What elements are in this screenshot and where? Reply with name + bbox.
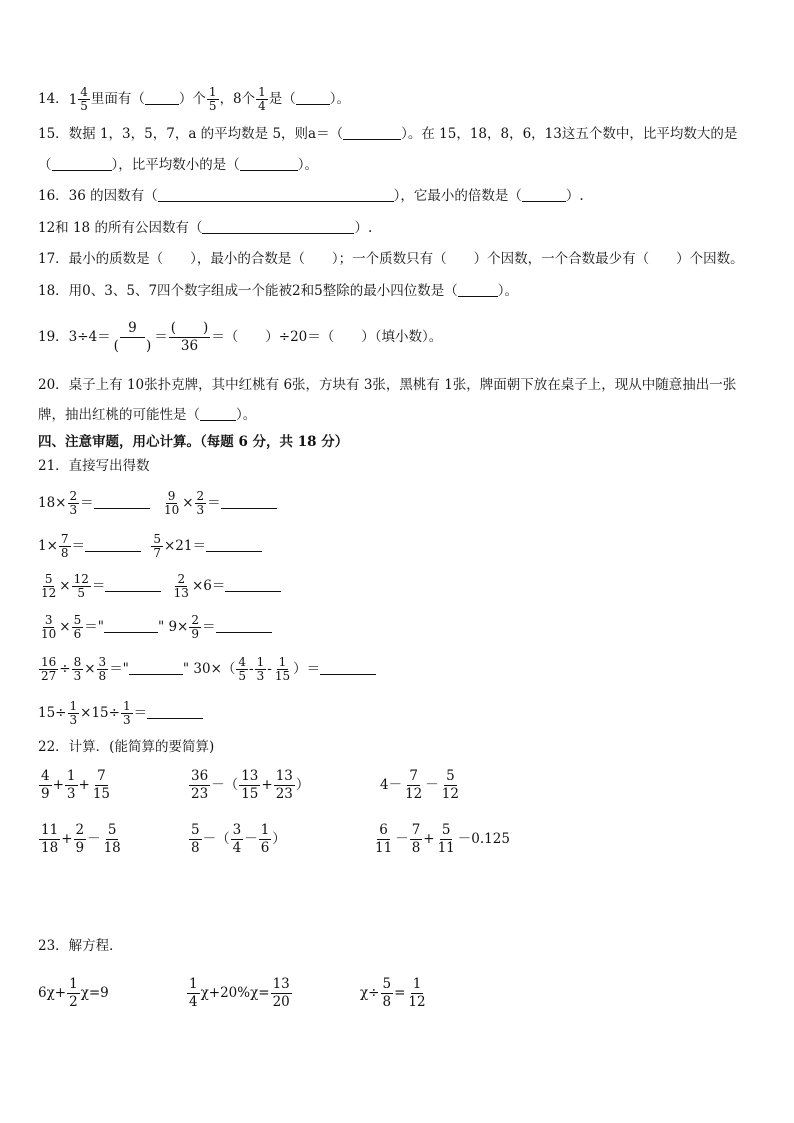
fraction bbox=[97, 656, 109, 683]
denominator: 12 bbox=[405, 786, 423, 802]
text: ＝ bbox=[71, 538, 86, 554]
numerator: 16 bbox=[41, 655, 57, 669]
fraction bbox=[436, 822, 457, 857]
text: ＝ bbox=[133, 705, 148, 721]
denominator: 6 bbox=[73, 627, 82, 641]
denominator: 3 bbox=[73, 669, 82, 683]
q22-expr-6 bbox=[372, 822, 510, 857]
denominator: 3 bbox=[196, 503, 205, 517]
numerator: 13 bbox=[275, 768, 293, 784]
fraction bbox=[68, 700, 80, 727]
answer-blank[interactable] bbox=[216, 632, 272, 633]
numerator: 7 bbox=[60, 532, 69, 546]
text: × bbox=[182, 495, 194, 511]
answer-blank[interactable] bbox=[147, 718, 203, 719]
numerator: 2 bbox=[196, 489, 205, 503]
text: 里面有（ bbox=[90, 91, 145, 107]
denominator: 20 bbox=[272, 994, 290, 1010]
fraction bbox=[236, 656, 248, 683]
fraction bbox=[231, 822, 244, 857]
operator: － bbox=[395, 831, 409, 847]
denominator: 4 bbox=[232, 840, 242, 856]
numerator: 13 bbox=[272, 976, 290, 992]
fraction bbox=[39, 656, 58, 683]
numerator: 4 bbox=[41, 768, 50, 784]
denominator: 15 bbox=[92, 786, 110, 802]
answer-blank[interactable] bbox=[206, 551, 262, 552]
numerator: 5 bbox=[44, 572, 53, 586]
fraction bbox=[68, 490, 80, 517]
text: χ=9 bbox=[80, 985, 109, 1001]
text: ）＝ bbox=[293, 661, 321, 677]
q23-equation-3 bbox=[360, 976, 429, 1011]
numerator: 4 bbox=[80, 85, 88, 99]
denominator: 3 bbox=[256, 669, 265, 683]
text: 12和 18 的所有公因数有（ bbox=[38, 220, 203, 236]
q21-row6 bbox=[38, 700, 203, 727]
denominator: 5 bbox=[208, 99, 217, 113]
numerator: 7 bbox=[411, 822, 421, 838]
numerator: 2 bbox=[177, 572, 186, 586]
fraction bbox=[72, 573, 91, 600]
answer-blank[interactable] bbox=[458, 296, 498, 297]
denominator: 5 bbox=[80, 99, 88, 113]
fraction bbox=[169, 320, 211, 355]
fraction bbox=[65, 768, 78, 803]
denominator: 36 bbox=[180, 338, 199, 354]
text: ×21＝ bbox=[163, 538, 206, 554]
text: - bbox=[267, 661, 272, 677]
denominator: 8 bbox=[411, 840, 421, 856]
denominator: 9 bbox=[41, 786, 50, 802]
denominator: 27 bbox=[41, 669, 57, 683]
denominator: 2 bbox=[69, 994, 78, 1010]
denominator: 8 bbox=[191, 840, 200, 856]
fraction bbox=[239, 768, 260, 803]
fraction bbox=[189, 822, 202, 857]
text: × bbox=[84, 661, 96, 677]
text: ＝ bbox=[207, 495, 221, 511]
denominator: 23 bbox=[191, 786, 209, 802]
denominator: 3 bbox=[69, 713, 78, 727]
numerator: 1 bbox=[256, 655, 265, 669]
numerator: 2 bbox=[75, 822, 85, 838]
fraction bbox=[39, 614, 58, 641]
q21-row4 bbox=[38, 614, 272, 641]
numerator: 7 bbox=[409, 768, 418, 784]
operator: + bbox=[52, 777, 64, 793]
text: ×15÷ bbox=[80, 705, 120, 721]
denominator: 3 bbox=[69, 503, 78, 517]
text: ），比平均数小的是（ bbox=[111, 157, 240, 173]
text: 是（ bbox=[268, 91, 296, 107]
text: 16．36 的因数有（ bbox=[38, 188, 158, 204]
numerator: 1 bbox=[278, 655, 287, 669]
mixed-number bbox=[69, 86, 91, 113]
question-20-line1 bbox=[38, 375, 736, 395]
denominator: 15 bbox=[241, 786, 259, 802]
denominator: 12 bbox=[41, 586, 57, 600]
numerator: 1 bbox=[208, 85, 217, 99]
numerator: 9 bbox=[120, 320, 145, 338]
q14-number: 14． bbox=[38, 91, 69, 107]
operator: + bbox=[423, 831, 435, 847]
numerator: 5 bbox=[382, 976, 392, 992]
answer-blank[interactable] bbox=[104, 632, 158, 633]
operator: － bbox=[425, 777, 439, 793]
numerator: 3 bbox=[232, 822, 242, 838]
fraction bbox=[67, 976, 80, 1011]
text: ）。 bbox=[297, 157, 318, 173]
fraction bbox=[381, 976, 394, 1011]
question-17 bbox=[38, 249, 744, 269]
text: ）. bbox=[354, 220, 373, 236]
text: ）. bbox=[565, 188, 584, 204]
text: 15÷ bbox=[38, 705, 67, 721]
fraction bbox=[189, 768, 210, 803]
denominator: 12 bbox=[408, 994, 426, 1010]
numerator: 5 bbox=[191, 822, 200, 838]
denominator: 4 bbox=[258, 99, 266, 113]
fraction bbox=[121, 700, 133, 727]
fraction bbox=[39, 822, 60, 857]
text: 6χ+ bbox=[38, 985, 67, 1001]
answer-blank[interactable] bbox=[158, 201, 394, 202]
denominator: 11 bbox=[375, 840, 393, 856]
text: 1× bbox=[38, 538, 58, 554]
question-15-line1 bbox=[38, 124, 737, 144]
fraction bbox=[59, 533, 71, 560]
operator: + bbox=[78, 777, 90, 793]
fraction bbox=[74, 822, 87, 857]
numerator: 5 bbox=[73, 613, 82, 627]
answer-blank[interactable] bbox=[240, 170, 298, 171]
operator: + bbox=[261, 777, 273, 793]
question-22-title bbox=[38, 737, 214, 757]
numerator: 3 bbox=[44, 613, 53, 627]
q22-expr-3 bbox=[380, 768, 462, 803]
operator: ） bbox=[272, 831, 286, 847]
text: 21．直接写出得数 bbox=[38, 458, 150, 474]
question-20-line2 bbox=[38, 405, 256, 425]
fraction bbox=[255, 656, 267, 683]
text: 18× bbox=[38, 495, 67, 511]
numerator: 1 bbox=[258, 85, 266, 99]
fraction bbox=[256, 86, 268, 113]
denominator-blank[interactable]: ( ) bbox=[113, 338, 152, 354]
text: 17．最小的质数是（ ），最小的合数是（ ）；一个质数只有（ ）个因数，一个合数最少有（ ）个因数。 bbox=[38, 251, 744, 267]
text: 18．用0、3、5、7四个数字组成一个能被2和5整除的最小四位数是（ bbox=[38, 283, 458, 299]
numerator: 5 bbox=[446, 768, 455, 784]
numerator: 5 bbox=[153, 532, 161, 546]
answer-blank[interactable] bbox=[296, 104, 330, 105]
numerator: 11 bbox=[41, 822, 59, 838]
fraction bbox=[189, 614, 201, 641]
text: ）。在 15，18，8，6，13这五个数中，比平均数大的是 bbox=[401, 126, 738, 142]
denominator: 6 bbox=[260, 840, 270, 856]
fraction bbox=[78, 86, 90, 113]
numerator: 13 bbox=[241, 768, 259, 784]
fraction bbox=[39, 768, 52, 803]
text: χ÷ bbox=[360, 985, 380, 1001]
denominator: 3 bbox=[122, 713, 131, 727]
denominator: 18 bbox=[41, 840, 59, 856]
denominator: 5 bbox=[238, 669, 247, 683]
numerator: 1 bbox=[66, 768, 76, 784]
numerator: 1 bbox=[69, 976, 78, 992]
operator: － bbox=[244, 831, 258, 847]
question-15-line2 bbox=[38, 155, 318, 175]
answer-blank[interactable] bbox=[202, 233, 354, 234]
denominator: 8 bbox=[98, 669, 107, 683]
operator: + bbox=[61, 831, 73, 847]
text: ）。 bbox=[329, 91, 351, 107]
numerator: 5 bbox=[107, 822, 117, 838]
text: 22．计算．(能简算的要简算) bbox=[38, 739, 215, 755]
numerator: 1 bbox=[122, 699, 131, 713]
numerator: 36 bbox=[191, 768, 209, 784]
answer-blank[interactable] bbox=[221, 508, 277, 509]
answer-blank[interactable] bbox=[94, 508, 150, 509]
denominator: 9 bbox=[191, 627, 199, 641]
text: ）。 bbox=[236, 407, 257, 423]
answer-blank[interactable] bbox=[522, 201, 566, 202]
denominator: 8 bbox=[60, 546, 69, 560]
numerator: 2 bbox=[69, 489, 78, 503]
operator: － bbox=[87, 831, 101, 847]
text: ＝（ ）÷20＝（ ）（填小数）。 bbox=[211, 329, 443, 345]
q21-row1 bbox=[38, 490, 277, 517]
text: ＝" bbox=[109, 661, 129, 677]
numerator: 1 bbox=[189, 976, 198, 992]
q21-row2 bbox=[38, 533, 262, 560]
denominator: 12 bbox=[441, 786, 459, 802]
numerator: 5 bbox=[441, 822, 451, 838]
answer-blank[interactable] bbox=[145, 104, 179, 105]
denominator: 18 bbox=[103, 840, 121, 856]
q22-expr-2 bbox=[188, 768, 309, 803]
question-16-line2 bbox=[38, 218, 372, 238]
fraction bbox=[259, 822, 272, 857]
numerator: 8 bbox=[73, 655, 82, 669]
text: 19．3÷4＝ bbox=[38, 329, 111, 345]
text: 15．数据 1，3，5，7，a 的平均数是 5，则a＝（ bbox=[38, 126, 344, 142]
text: 四、注意审题，用心计算。（每题 6 分，共 18 分） bbox=[38, 434, 349, 450]
answer-blank[interactable] bbox=[85, 551, 141, 552]
answer-blank[interactable] bbox=[200, 420, 236, 421]
numerator-blank[interactable]: ( ) bbox=[170, 320, 209, 336]
fraction bbox=[72, 614, 84, 641]
numerator: 3 bbox=[98, 655, 107, 669]
text: ＝" bbox=[84, 619, 104, 635]
answer-blank[interactable] bbox=[52, 170, 112, 171]
question-14 bbox=[38, 86, 350, 113]
numerator: 9 bbox=[167, 489, 176, 503]
text: × bbox=[59, 578, 71, 594]
q23-equation-2 bbox=[186, 976, 293, 1011]
fraction bbox=[187, 976, 200, 1011]
fraction bbox=[274, 768, 295, 803]
answer-blank[interactable] bbox=[225, 591, 281, 592]
denominator: 11 bbox=[437, 840, 455, 856]
text: ＝ bbox=[80, 495, 94, 511]
question-18 bbox=[38, 281, 518, 301]
q21-row5 bbox=[38, 656, 376, 683]
answer-blank[interactable] bbox=[129, 674, 183, 675]
text: ），它最小的倍数是（ bbox=[393, 188, 522, 204]
text: " 30×（ bbox=[182, 661, 236, 677]
numerator: 1 bbox=[260, 822, 270, 838]
answer-blank[interactable] bbox=[105, 591, 161, 592]
denominator: 13 bbox=[173, 586, 189, 600]
text: 4－ bbox=[380, 777, 403, 793]
text: - bbox=[249, 661, 254, 677]
text: ）个 bbox=[178, 91, 206, 107]
operator: －0.125 bbox=[457, 831, 510, 847]
text: = bbox=[394, 985, 406, 1001]
numerator: 12 bbox=[73, 572, 89, 586]
text: χ+20%χ= bbox=[200, 985, 270, 1001]
text: ＝ bbox=[154, 329, 168, 345]
fraction bbox=[112, 320, 154, 355]
fraction bbox=[273, 656, 292, 683]
operator: －（ bbox=[211, 777, 239, 793]
numerator: 1 bbox=[412, 976, 422, 992]
fraction bbox=[207, 86, 219, 113]
fraction bbox=[162, 490, 181, 517]
denominator: 5 bbox=[77, 586, 86, 600]
fraction bbox=[373, 822, 394, 857]
operator: －（ bbox=[202, 831, 230, 847]
fraction bbox=[195, 490, 207, 517]
operator: ） bbox=[295, 777, 310, 793]
fraction bbox=[271, 976, 292, 1011]
q22-expr-4 bbox=[38, 822, 124, 857]
text: ×6＝ bbox=[191, 578, 226, 594]
denominator: 7 bbox=[153, 546, 161, 560]
numerator: 7 bbox=[97, 768, 106, 784]
text: ＝ bbox=[202, 619, 216, 635]
fraction bbox=[410, 822, 423, 857]
denominator: 9 bbox=[75, 840, 85, 856]
answer-blank[interactable] bbox=[343, 139, 401, 140]
text: （ bbox=[38, 157, 52, 173]
denominator: 10 bbox=[163, 503, 180, 517]
text: 20．桌子上有 10张扑克牌，其中红桃有 6张，方块有 3张，黑桃有 1张，牌面朝下放在桌子上，现从中随意抽出一张 bbox=[38, 377, 737, 393]
fraction bbox=[172, 573, 191, 600]
denominator: 15 bbox=[274, 669, 291, 683]
fraction bbox=[39, 573, 58, 600]
answer-blank[interactable] bbox=[320, 674, 376, 675]
fraction bbox=[72, 656, 84, 683]
denominator: 10 bbox=[41, 627, 57, 641]
fraction bbox=[406, 976, 427, 1011]
q22-expr-1 bbox=[38, 768, 113, 803]
q23-equation-1 bbox=[38, 976, 109, 1011]
fraction bbox=[102, 822, 123, 857]
text: ＝ bbox=[91, 578, 106, 594]
fraction bbox=[403, 768, 424, 803]
text: ，8个 bbox=[219, 91, 256, 107]
denominator: 4 bbox=[189, 994, 198, 1010]
numerator: 1 bbox=[69, 699, 78, 713]
q22-expr-5 bbox=[188, 822, 286, 857]
q21-row3 bbox=[38, 573, 281, 600]
text: × bbox=[59, 619, 71, 635]
denominator: 8 bbox=[382, 994, 392, 1010]
numerator: 4 bbox=[238, 655, 247, 669]
numerator: 2 bbox=[191, 613, 199, 627]
section-heading bbox=[38, 432, 348, 452]
whole-part: 1 bbox=[68, 91, 78, 108]
text: " 9× bbox=[157, 619, 189, 635]
question-21-title bbox=[38, 456, 150, 476]
fraction bbox=[151, 533, 163, 560]
question-19 bbox=[38, 320, 442, 355]
fraction bbox=[440, 768, 461, 803]
text: ÷ bbox=[59, 661, 71, 677]
text: 23．解方程． bbox=[38, 938, 123, 954]
numerator: 6 bbox=[379, 822, 388, 838]
denominator: 23 bbox=[275, 786, 293, 802]
question-16-line1 bbox=[38, 186, 584, 206]
question-23-title bbox=[38, 936, 123, 956]
denominator: 3 bbox=[66, 786, 76, 802]
text: 牌，抽出红桃的可能性是（ bbox=[38, 407, 200, 423]
fraction bbox=[91, 768, 112, 803]
text: ）。 bbox=[497, 283, 518, 299]
